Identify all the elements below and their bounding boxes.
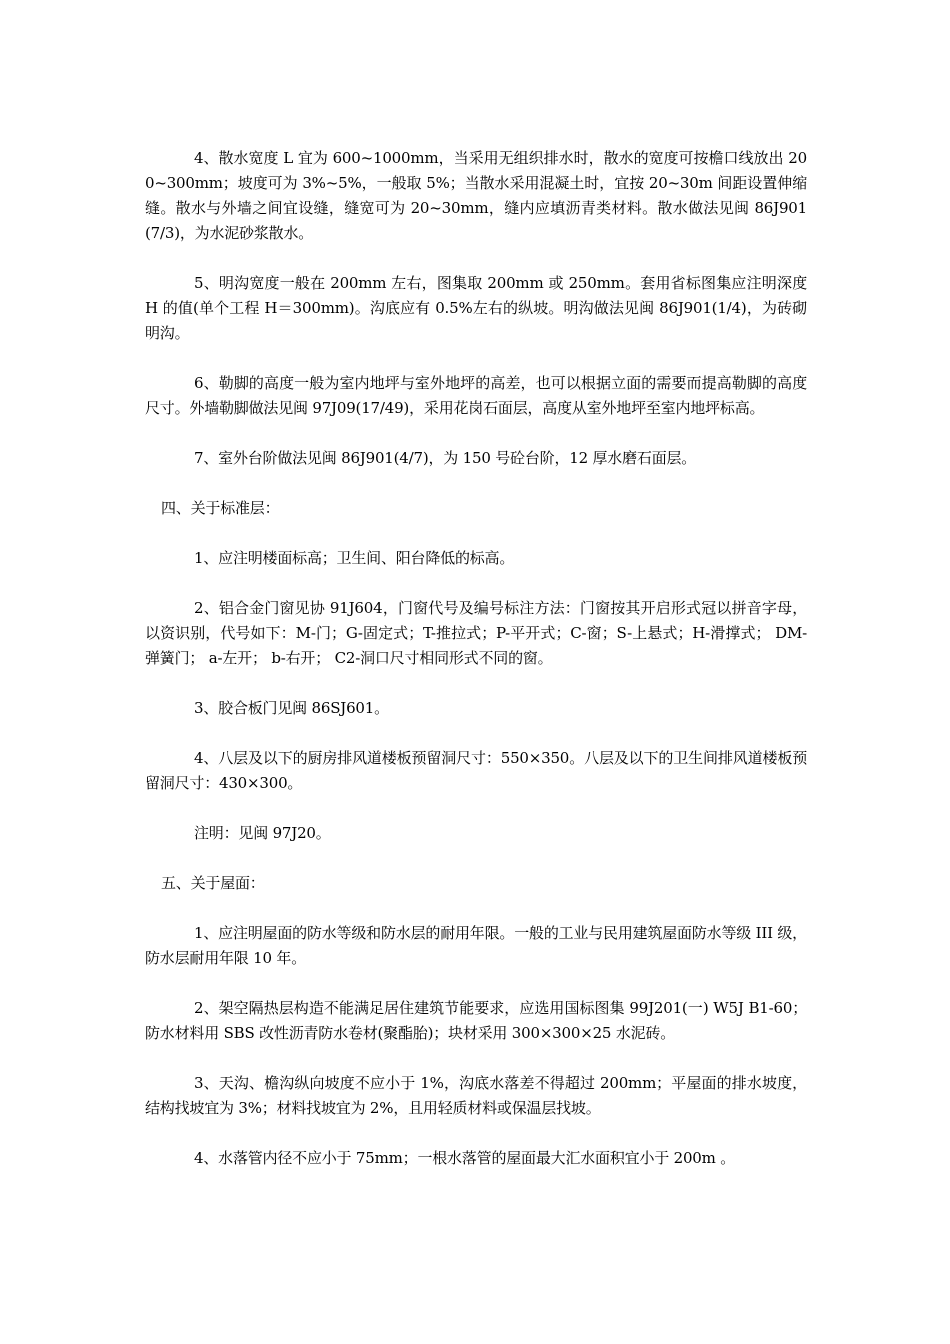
section-heading-roof: 五、关于屋面： <box>161 874 265 892</box>
paragraph-floor-elevation: 1、应注明楼面标高；卫生间、阳台降低的标高。 <box>194 549 515 567</box>
paragraph-insulation-layer: 2、架空隔热层构造不能满足居住建筑节能要求，应选用国标图集 99J201(一) W5J B1-60；防水材料用 SBS 改性沥青防水卷材(聚酯胎)；块材采用 300×300×25 水泥砖。 <box>145 999 807 1042</box>
document-page <box>145 146 807 1196</box>
paragraph-roof-waterproof-grade: 1、应注明屋面的防水等级和防水层的耐用年限。一般的工业与民用建筑屋面防水等级 III 级，防水层耐用年限 10 年。 <box>145 924 807 967</box>
paragraph-open-ditch: 5、明沟宽度一般在 200mm 左右，图集取 200mm 或 250mm。套用省标图集应注明深度 H 的值(单个工程 H＝300mm)。沟底应有 0.5%左右的纵坡。明沟做法见闽 86J901(1/4)，为砖砌明沟。 <box>145 274 807 342</box>
paragraph-note: 注明：见闽 97J20。 <box>194 824 331 842</box>
paragraph-apron-width: 4、散水宽度 L 宜为 600~1000mm，当采用无组织排水时，散水的宽度可按檐口线放出 200~300mm；坡度可为 3%~5%，一般取 5%；当散水采用混凝土时，宜按 20~30m 间距设置伸缩缝。散水与外墙之间宜设缝，缝宽可为 20~30mm，缝内应填沥青类材料。散水做法见闽 86J901(7/3)，为水泥砂浆散水。 <box>145 149 807 242</box>
paragraph-aluminum-doors-windows: 2、铝合金门窗见协 91J604，门窗代号及编号标注方法：门窗按其开启形式冠以拼音字母，以资识别，代号如下：M-门；G-固定式；T-推拉式；P-平开式；C-窗；S-上悬式；H-滑撑式； DM-弹簧门； a-左开； b-右开； C2-洞口尺寸相同形式不同的窗。 <box>145 599 807 667</box>
paragraph-downpipe: 4、水落管内径不应小于 75mm；一根水落管的屋面最大汇水面积宜小于 200m 。 <box>194 1149 736 1167</box>
paragraph-plinth: 6、勒脚的高度一般为室内地坪与室外地坪的高差，也可以根据立面的需要而提高勒脚的高度尺寸。外墙勒脚做法见闽 97J09(17/49)，采用花岗石面层，高度从室外地坪至室内地坪标高。 <box>145 374 807 417</box>
paragraph-gutter-slope: 3、天沟、檐沟纵向坡度不应小于 1%，沟底水落差不得超过 200mm；平屋面的排水坡度，结构找坡宜为 3%；材料找坡宜为 2%，且用轻质材料或保温层找坡。 <box>145 1074 807 1117</box>
paragraph-outdoor-steps: 7、室外台阶做法见闽 86J901(4/7)，为 150 号砼台阶，12 厚水磨石面层。 <box>194 449 697 467</box>
paragraph-exhaust-openings: 4、八层及以下的厨房排风道楼板预留洞尺寸：550×350。八层及以下的卫生间排风道楼板预留洞尺寸：430×300。 <box>145 749 807 792</box>
paragraph-plywood-doors: 3、胶合板门见闽 86SJ601。 <box>194 699 389 717</box>
section-heading-standard-floor: 四、关于标准层： <box>161 499 280 517</box>
